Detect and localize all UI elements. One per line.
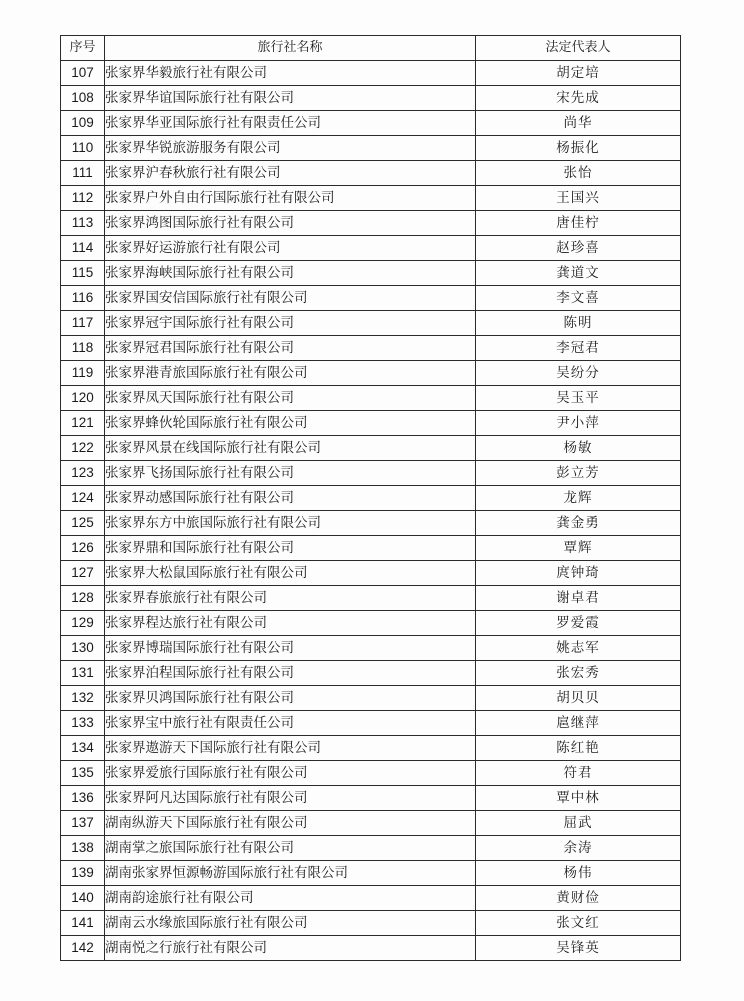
row-number-cell: 140 — [61, 886, 105, 911]
legal-representative-cell: 龚道文 — [476, 261, 681, 286]
table-row — [61, 886, 681, 911]
legal-representative-cell: 尚华 — [476, 111, 681, 136]
agency-name-cell: 湖南张家界恒源畅游国际旅行社有限公司 — [105, 861, 476, 886]
row-number-cell: 110 — [61, 136, 105, 161]
row-number-cell: 122 — [61, 436, 105, 461]
row-number-cell: 121 — [61, 411, 105, 436]
legal-representative-cell: 张宏秀 — [476, 661, 681, 686]
row-number-cell: 135 — [61, 761, 105, 786]
legal-representative-cell: 罗爱霞 — [476, 611, 681, 636]
column-header-number: 序号 — [61, 36, 105, 61]
legal-representative-cell: 唐佳柠 — [476, 211, 681, 236]
agency-name-cell: 张家界鼎和国际旅行社有限公司 — [105, 536, 476, 561]
agency-name-cell: 张家界动感国际旅行社有限公司 — [105, 486, 476, 511]
legal-representative-cell: 庹钟琦 — [476, 561, 681, 586]
agency-name-cell: 张家界程达旅行社有限公司 — [105, 611, 476, 636]
agency-name-cell: 湖南纵游天下国际旅行社有限公司 — [105, 811, 476, 836]
legal-representative-cell: 王国兴 — [476, 186, 681, 211]
table-row — [61, 861, 681, 886]
table-row — [61, 336, 681, 361]
table-body — [61, 61, 681, 961]
table-row — [61, 161, 681, 186]
legal-representative-cell: 胡定培 — [476, 61, 681, 86]
table-row — [61, 436, 681, 461]
legal-representative-cell: 吴玉平 — [476, 386, 681, 411]
table-row — [61, 286, 681, 311]
table-row — [61, 836, 681, 861]
agency-name-cell: 张家界国安信国际旅行社有限公司 — [105, 286, 476, 311]
table-row — [61, 786, 681, 811]
legal-representative-cell: 李文喜 — [476, 286, 681, 311]
row-number-cell: 107 — [61, 61, 105, 86]
table-header-row — [61, 36, 681, 61]
row-number-cell: 126 — [61, 536, 105, 561]
agency-name-cell: 湖南韵途旅行社有限公司 — [105, 886, 476, 911]
row-number-cell: 129 — [61, 611, 105, 636]
row-number-cell: 137 — [61, 811, 105, 836]
agency-name-cell: 张家界沪春秋旅行社有限公司 — [105, 161, 476, 186]
agency-name-cell: 张家界春旅旅行社有限公司 — [105, 586, 476, 611]
legal-representative-cell: 杨伟 — [476, 861, 681, 886]
row-number-cell: 112 — [61, 186, 105, 211]
legal-representative-cell: 符君 — [476, 761, 681, 786]
table-row — [61, 236, 681, 261]
legal-representative-cell: 尹小萍 — [476, 411, 681, 436]
row-number-cell: 116 — [61, 286, 105, 311]
table-row — [61, 461, 681, 486]
legal-representative-cell: 杨振化 — [476, 136, 681, 161]
row-number-cell: 120 — [61, 386, 105, 411]
table-row — [61, 736, 681, 761]
agency-name-cell: 张家界华亚国际旅行社有限责任公司 — [105, 111, 476, 136]
row-number-cell: 142 — [61, 936, 105, 961]
row-number-cell: 131 — [61, 661, 105, 686]
legal-representative-cell: 陈红艳 — [476, 736, 681, 761]
table-row — [61, 686, 681, 711]
agency-name-cell: 张家界鸿图国际旅行社有限公司 — [105, 211, 476, 236]
legal-representative-cell: 黄财俭 — [476, 886, 681, 911]
row-number-cell: 114 — [61, 236, 105, 261]
table-row — [61, 911, 681, 936]
column-header-legal-representative: 法定代表人 — [476, 36, 681, 61]
table-row — [61, 761, 681, 786]
table-row — [61, 711, 681, 736]
legal-representative-cell: 覃中林 — [476, 786, 681, 811]
legal-representative-cell: 彭立芳 — [476, 461, 681, 486]
legal-representative-cell: 李冠君 — [476, 336, 681, 361]
legal-representative-cell: 吴纷分 — [476, 361, 681, 386]
row-number-cell: 108 — [61, 86, 105, 111]
table-row — [61, 361, 681, 386]
row-number-cell: 133 — [61, 711, 105, 736]
legal-representative-cell: 覃辉 — [476, 536, 681, 561]
legal-representative-cell: 扈继萍 — [476, 711, 681, 736]
travel-agency-table — [60, 35, 681, 961]
row-number-cell: 127 — [61, 561, 105, 586]
agency-name-cell: 张家界凤天国际旅行社有限公司 — [105, 386, 476, 411]
row-number-cell: 125 — [61, 511, 105, 536]
row-number-cell: 115 — [61, 261, 105, 286]
agency-name-cell: 张家界宝中旅行社有限责任公司 — [105, 711, 476, 736]
legal-representative-cell: 张怡 — [476, 161, 681, 186]
row-number-cell: 113 — [61, 211, 105, 236]
agency-name-cell: 张家界遨游天下国际旅行社有限公司 — [105, 736, 476, 761]
table-row — [61, 486, 681, 511]
legal-representative-cell: 龚金勇 — [476, 511, 681, 536]
agency-name-cell: 张家界户外自由行国际旅行社有限公司 — [105, 186, 476, 211]
table-row — [61, 261, 681, 286]
table-row — [61, 411, 681, 436]
table-row — [61, 611, 681, 636]
table-row — [61, 386, 681, 411]
table-row — [61, 61, 681, 86]
agency-name-cell: 张家界蜂伙轮国际旅行社有限公司 — [105, 411, 476, 436]
agency-name-cell: 张家界爱旅行国际旅行社有限公司 — [105, 761, 476, 786]
row-number-cell: 111 — [61, 161, 105, 186]
legal-representative-cell: 余涛 — [476, 836, 681, 861]
row-number-cell: 141 — [61, 911, 105, 936]
legal-representative-cell: 杨敏 — [476, 436, 681, 461]
legal-representative-cell: 宋先成 — [476, 86, 681, 111]
row-number-cell: 118 — [61, 336, 105, 361]
legal-representative-cell: 赵珍喜 — [476, 236, 681, 261]
agency-name-cell: 张家界贝鸿国际旅行社有限公司 — [105, 686, 476, 711]
agency-name-cell: 张家界飞扬国际旅行社有限公司 — [105, 461, 476, 486]
legal-representative-cell: 谢卓君 — [476, 586, 681, 611]
table-row — [61, 811, 681, 836]
legal-representative-cell: 胡贝贝 — [476, 686, 681, 711]
table-row — [61, 586, 681, 611]
table-row — [61, 136, 681, 161]
agency-name-cell: 张家界华谊国际旅行社有限公司 — [105, 86, 476, 111]
row-number-cell: 124 — [61, 486, 105, 511]
legal-representative-cell: 龙辉 — [476, 486, 681, 511]
agency-name-cell: 张家界阿凡达国际旅行社有限公司 — [105, 786, 476, 811]
row-number-cell: 128 — [61, 586, 105, 611]
row-number-cell: 130 — [61, 636, 105, 661]
row-number-cell: 109 — [61, 111, 105, 136]
agency-name-cell: 张家界大松鼠国际旅行社有限公司 — [105, 561, 476, 586]
row-number-cell: 138 — [61, 836, 105, 861]
row-number-cell: 117 — [61, 311, 105, 336]
agency-name-cell: 张家界风景在线国际旅行社有限公司 — [105, 436, 476, 461]
table-row — [61, 111, 681, 136]
agency-name-cell: 张家界海峡国际旅行社有限公司 — [105, 261, 476, 286]
table-row — [61, 211, 681, 236]
legal-representative-cell: 姚志军 — [476, 636, 681, 661]
row-number-cell: 134 — [61, 736, 105, 761]
table-row — [61, 536, 681, 561]
agency-name-cell: 张家界东方中旅国际旅行社有限公司 — [105, 511, 476, 536]
agency-name-cell: 湖南掌之旅国际旅行社有限公司 — [105, 836, 476, 861]
legal-representative-cell: 陈明 — [476, 311, 681, 336]
agency-name-cell: 张家界泊程国际旅行社有限公司 — [105, 661, 476, 686]
agency-name-cell: 张家界冠宇国际旅行社有限公司 — [105, 311, 476, 336]
agency-name-cell: 张家界好运游旅行社有限公司 — [105, 236, 476, 261]
table-row — [61, 636, 681, 661]
agency-name-cell: 张家界华锐旅游服务有限公司 — [105, 136, 476, 161]
agency-name-cell: 湖南悦之行旅行社有限公司 — [105, 936, 476, 961]
legal-representative-cell: 张文红 — [476, 911, 681, 936]
table-row — [61, 311, 681, 336]
row-number-cell: 132 — [61, 686, 105, 711]
agency-name-cell: 张家界冠君国际旅行社有限公司 — [105, 336, 476, 361]
legal-representative-cell: 吴锋英 — [476, 936, 681, 961]
table-row — [61, 86, 681, 111]
table-row — [61, 661, 681, 686]
row-number-cell: 139 — [61, 861, 105, 886]
table-row — [61, 186, 681, 211]
table-row — [61, 936, 681, 961]
agency-name-cell: 湖南云水缘旅国际旅行社有限公司 — [105, 911, 476, 936]
legal-representative-cell: 屈武 — [476, 811, 681, 836]
row-number-cell: 119 — [61, 361, 105, 386]
row-number-cell: 123 — [61, 461, 105, 486]
table-row — [61, 511, 681, 536]
agency-name-cell: 张家界港青旅国际旅行社有限公司 — [105, 361, 476, 386]
agency-name-cell: 张家界博瑞国际旅行社有限公司 — [105, 636, 476, 661]
row-number-cell: 136 — [61, 786, 105, 811]
agency-name-cell: 张家界华毅旅行社有限公司 — [105, 61, 476, 86]
table-row — [61, 561, 681, 586]
column-header-agency-name: 旅行社名称 — [105, 36, 476, 61]
